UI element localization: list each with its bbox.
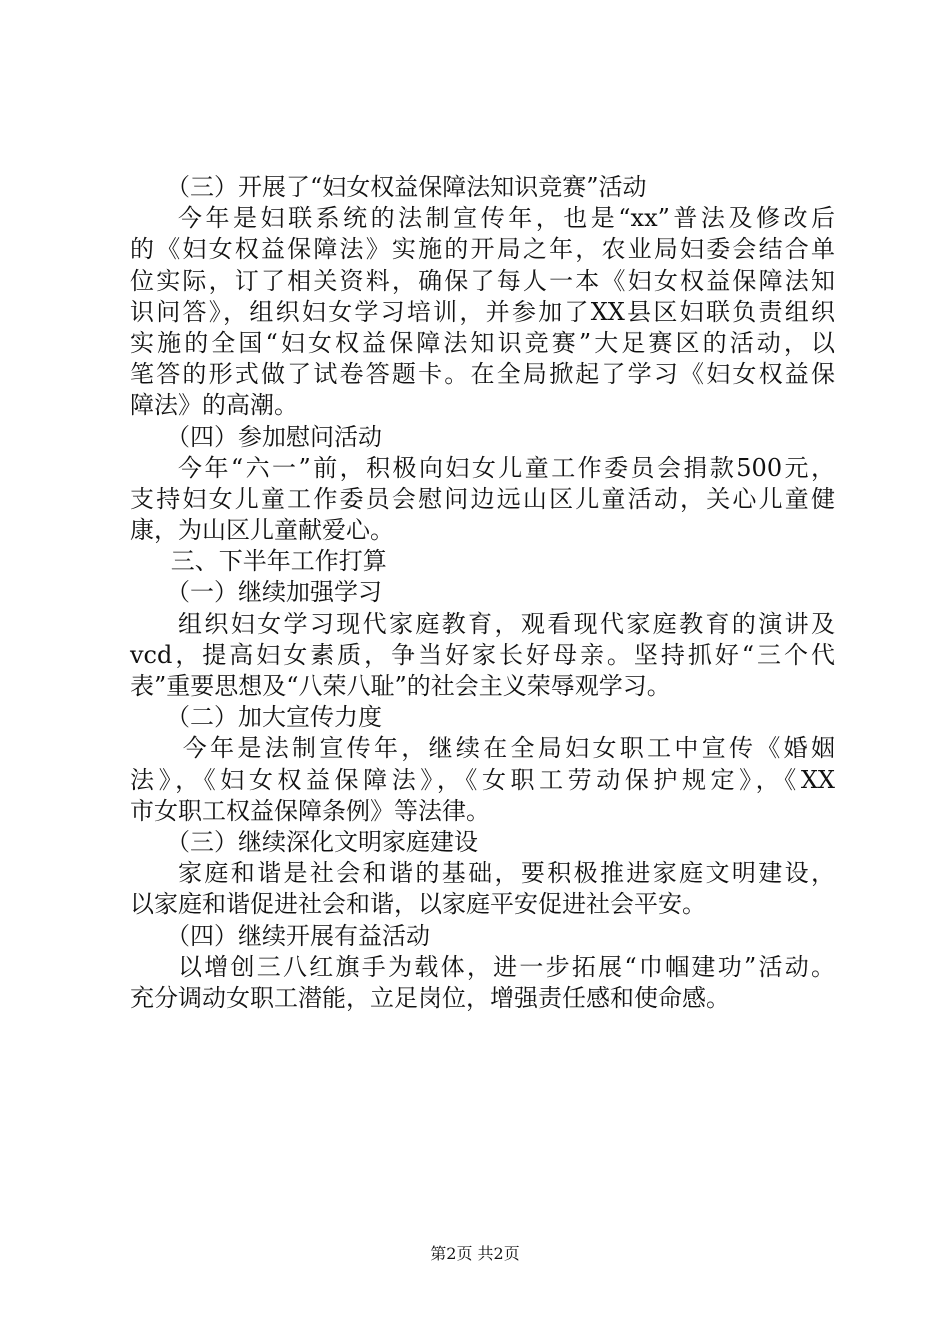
text-line: 位实际，订了相关资料，确保了每人一本《妇女权益保障法知 [130,266,835,295]
text-line: 市女职工权益保障条例》等法律。 [130,796,490,825]
text-line: 今年是法制宣传年，继续在全局妇女职工中宣传《婚姻 [182,734,835,763]
text-line: 充分调动女职工潜能，立足岗位，增强责任感和使命感。 [130,983,730,1012]
text-line: 三、下半年工作打算 [170,547,387,576]
text-line: 的《妇女权益保障法》实施的开局之年，农业局妇委会结合单 [130,235,835,264]
text-line: 法》，《妇女权益保障法》，《女职工劳动保护规定》，《XX [130,765,835,794]
text-line: 实施的全国“妇女权益保障法知识竞赛”大足赛区的活动，以 [130,328,835,357]
text-line: 笔答的形式做了试卷答题卡。在全局掀起了学习《妇女权益保 [130,360,835,389]
text-line: 家庭和谐是社会和谐的基础，要积极推进家庭文明建设， [178,859,835,888]
text-line: 障法》的高潮。 [130,391,298,420]
text-line: （三）继续深化文明家庭建设 [166,827,478,856]
text-line: （二）加大宣传力度 [166,703,382,732]
text-line: 康，为山区儿童献爱心。 [130,516,394,545]
text-line: （四）继续开展有益活动 [166,921,430,950]
text-line: 今年“六一”前，积极向妇女儿童工作委员会捐款500元， [178,453,835,482]
text-line: 识问答》，组织妇女学习培训，并参加了XX县区妇联负责组织 [130,297,835,326]
text-line: （三）开展了“妇女权益保障法知识竞赛”活动 [166,173,647,201]
text-line: 组织妇女学习现代家庭教育，观看现代家庭教育的演讲及 [178,609,835,638]
document-body [130,172,835,1014]
page-footer: 第2页 共2页 [430,1244,520,1263]
text-line: 今年是妇联系统的法制宣传年，也是“xx”普法及修改后 [178,204,835,233]
text-line: 以家庭和谐促进社会和谐，以家庭平安促进社会平安。 [130,890,706,919]
text-line: （四）参加慰问活动 [166,422,382,451]
text-line: vcd，提高妇女素质，争当好家长好母亲。坚持抓好“三个代 [130,640,835,669]
text-line: 表”重要思想及“八荣八耻”的社会主义荣辱观学习。 [130,672,671,700]
text-line: 以增创三八红旗手为载体，进一步拓展“巾帼建功”活动。 [178,952,835,981]
text-line: 支持妇女儿童工作委员会慰问边远山区儿童活动，关心儿童健 [130,484,835,513]
text-line: （一）继续加强学习 [166,578,382,607]
